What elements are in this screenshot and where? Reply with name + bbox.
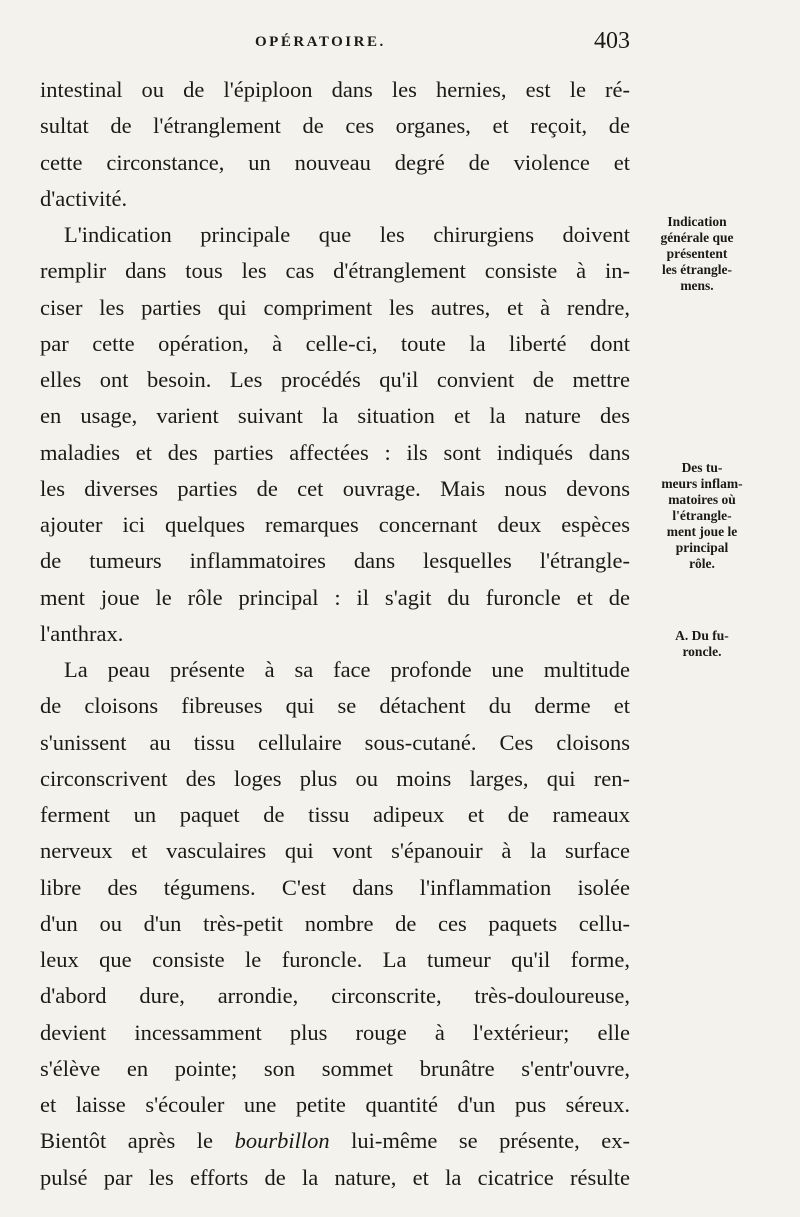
text-line: les diverses parties de cet ouvrage. Mais nous devons bbox=[40, 475, 630, 501]
note-line: Indication bbox=[667, 214, 727, 229]
text-line: d'un ou d'un très-petit nombre de ces paquets cellu- bbox=[40, 910, 630, 936]
text-line: devient incessamment plus rouge à l'extérieur; elle bbox=[40, 1019, 630, 1045]
note-line: roncle. bbox=[682, 644, 722, 659]
running-title: OPÉRATOIRE. bbox=[255, 34, 386, 50]
text-line: de cloisons fibreuses qui se détachent du derme et bbox=[40, 693, 630, 719]
note-line: matoires où bbox=[668, 492, 736, 507]
text-line: par cette opération, à celle-ci, toute la liberté dont bbox=[40, 330, 630, 356]
text-line: ajouter ici quelques remarques concernant deux espèces bbox=[40, 512, 630, 537]
text-line: ferment un paquet de tissu adipeux et de rameaux bbox=[40, 802, 630, 827]
text-line: nerveux et vasculaires qui vont s'épanouir à la surface bbox=[40, 838, 630, 864]
text-line: La peau présente à sa face profonde une multitude bbox=[64, 657, 630, 682]
text-line: ment joue le rôle principal : il s'agit du furoncle et de bbox=[40, 584, 630, 610]
text-line: sultat de l'étranglement de ces organes, et reçoit, de bbox=[40, 113, 630, 139]
page-number: 403 bbox=[594, 28, 630, 54]
text-line: circonscrivent des loges plus ou moins larges, qui ren- bbox=[40, 765, 630, 791]
text-line: d'activité. bbox=[40, 185, 128, 211]
note-line: ment joue le bbox=[666, 524, 738, 539]
note-line: générale que bbox=[660, 230, 734, 245]
margin-note-tumeurs bbox=[642, 460, 762, 572]
note-line: l'étrangle- bbox=[672, 508, 732, 523]
text-line: s'élève en pointe; son sommet brunâtre s'entr'ouvre, bbox=[40, 1055, 630, 1081]
text-line: s'unissent au tissu cellulaire sous-cutané. Ces cloisons bbox=[40, 729, 630, 755]
note-line: principal bbox=[675, 540, 729, 555]
text-line: et laisse s'écouler une petite quantité d'un pus séreux. bbox=[40, 1092, 630, 1117]
text-line: ciser les parties qui compriment les autres, et à rendre, bbox=[40, 294, 630, 320]
text-line: remplir dans tous les cas d'étranglement consiste à in- bbox=[40, 258, 630, 284]
body-text bbox=[40, 72, 630, 1196]
text-line bbox=[40, 1123, 630, 1159]
note-line: rôle. bbox=[689, 556, 715, 571]
text-line: en usage, varient suivant la situation et la nature des bbox=[40, 403, 630, 429]
note-line: mens. bbox=[680, 278, 714, 293]
running-head bbox=[40, 28, 630, 62]
text-line: L'indication principale que les chirurgiens doivent bbox=[64, 222, 630, 247]
text-line: libre des tégumens. C'est dans l'inflammation isolée bbox=[40, 874, 630, 900]
text-line: de tumeurs inflammatoires dans lesquelles l'étrangle- bbox=[40, 548, 630, 574]
text-line: d'abord dure, arrondie, circonscrite, très-douloureuse, bbox=[40, 983, 630, 1009]
note-line: présentent bbox=[666, 246, 728, 261]
text-line: intestinal ou de l'épiploon dans les hernies, est le ré- bbox=[40, 77, 630, 102]
line-part: lui-même se présente, ex- bbox=[329, 1128, 630, 1154]
margin-note-furoncle bbox=[642, 628, 762, 660]
line-part: Bientôt après le bbox=[40, 1128, 235, 1154]
text-line: leux que consiste le furoncle. La tumeur qu'il forme, bbox=[40, 947, 630, 972]
text-line: pulsé par les efforts de la nature, et la cicatrice résulte bbox=[40, 1164, 630, 1190]
text-line: l'anthrax. bbox=[40, 620, 124, 646]
note-line: Des tu- bbox=[681, 460, 723, 475]
text-line: cette circonstance, un nouveau degré de violence et bbox=[40, 149, 630, 175]
note-line: meurs inflam- bbox=[661, 476, 743, 491]
note-line: les étrangle- bbox=[661, 262, 733, 277]
italic-term: bourbillon bbox=[234, 1128, 330, 1154]
note-line: A. Du fu- bbox=[675, 628, 729, 643]
margin-note-indication bbox=[637, 214, 757, 294]
text-line: elles ont besoin. Les procédés qu'il convient de mettre bbox=[40, 367, 630, 392]
text-line: maladies et des parties affectées : ils sont indiqués dans bbox=[40, 439, 630, 465]
